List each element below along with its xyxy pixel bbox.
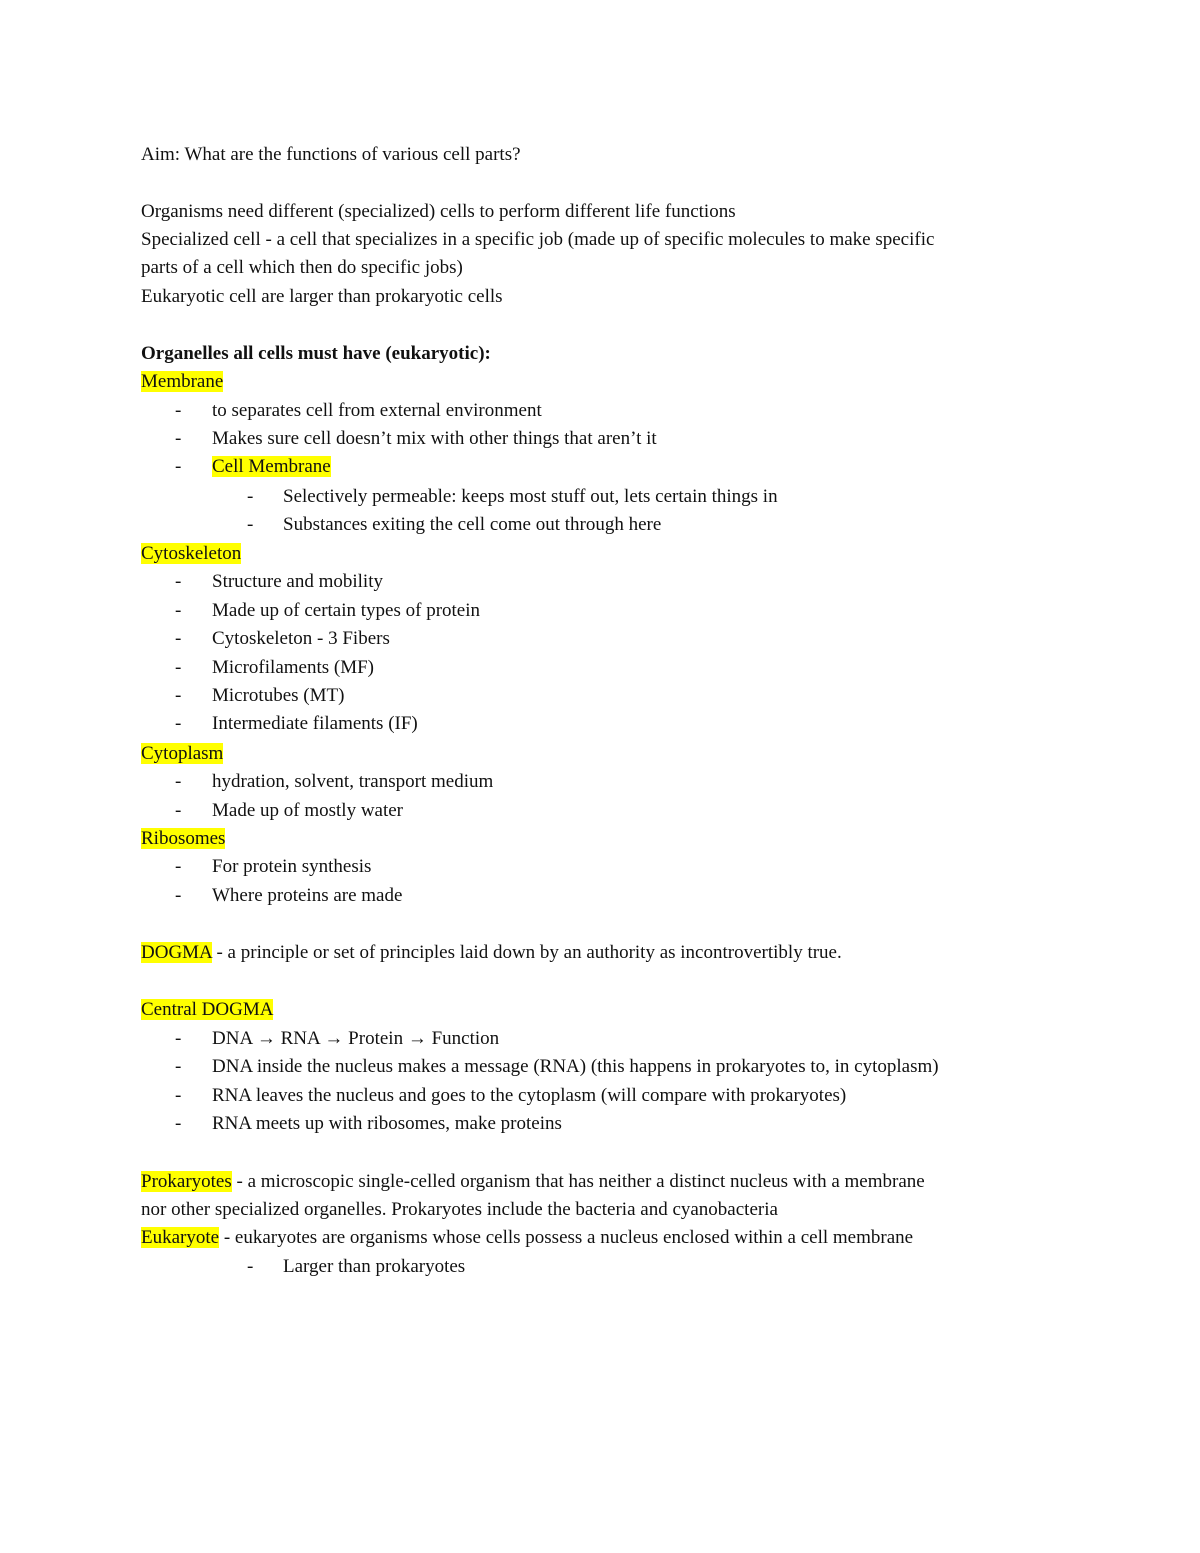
bullet-dash: - <box>175 571 182 592</box>
prokaryotes-definition-1: - a microscopic single-celled organism that has neither a distinct nucleus with a membrane <box>231 1171 925 1192</box>
bullet-dash: - <box>175 628 182 649</box>
membrane-item-1: to separates cell from external environment <box>212 400 542 421</box>
bullet-dash: - <box>175 1085 182 1106</box>
bullet-dash: - <box>175 685 182 706</box>
eukaryote-item-1: Larger than prokaryotes <box>283 1256 466 1277</box>
cytoplasm-item-1: hydration, solvent, transport medium <box>212 771 494 792</box>
bullet-dash: - <box>175 1113 182 1134</box>
central-dogma-title: Central DOGMA <box>141 999 274 1020</box>
cytoskeleton-item-5: Microtubes (MT) <box>212 685 345 706</box>
central-dogma-item-4: RNA meets up with ribosomes, make proteins <box>212 1113 562 1134</box>
bullet-dash: - <box>175 600 182 621</box>
membrane-title: Membrane <box>141 371 224 392</box>
intro-line-1: Organisms need different (specialized) cells to perform different life functions <box>141 201 736 222</box>
bullet-dash: - <box>175 456 182 477</box>
central-dogma-heading <box>141 996 273 1024</box>
bullet-dash: - <box>175 713 182 734</box>
bullet-dash: - <box>175 856 182 877</box>
cytoplasm-title: Cytoplasm <box>141 743 224 764</box>
cytoskeleton-heading <box>141 540 241 568</box>
intro-line-2: Specialized cell - a cell that specializes in a specific job (made up of specific molecules to make specific <box>141 229 935 250</box>
bullet-dash: - <box>175 657 182 678</box>
cytoskeleton-item-4: Microfilaments (MF) <box>212 657 375 678</box>
cytoskeleton-item-2: Made up of certain types of protein <box>212 600 481 621</box>
membrane-item-2: Makes sure cell doesn’t mix with other things that aren’t it <box>212 428 657 449</box>
cell-membrane-item-1: Selectively permeable: keeps most stuff out, lets certain things in <box>283 486 778 507</box>
central-dogma-item-1: DNA → RNA → Protein → Function <box>212 1028 500 1049</box>
aim-line: Aim: What are the functions of various cell parts? <box>141 144 521 165</box>
intro-line-4: Eukaryotic cell are larger than prokaryotic cells <box>141 286 503 307</box>
bullet-dash: - <box>247 486 254 507</box>
bullet-dash: - <box>247 1256 254 1277</box>
prokaryotes-definition-2: nor other specialized organelles. Prokaryotes include the bacteria and cyanobacteria <box>141 1199 778 1220</box>
bullet-dash: - <box>247 514 254 535</box>
bullet-dash: - <box>175 1028 182 1049</box>
central-dogma-item-3: RNA leaves the nucleus and goes to the cytoplasm (will compare with prokaryotes) <box>212 1085 847 1106</box>
dogma-line <box>141 939 842 967</box>
cell-membrane-heading <box>212 453 331 481</box>
bullet-dash: - <box>175 428 182 449</box>
bullet-dash: - <box>175 1056 182 1077</box>
cytoplasm-item-2: Made up of mostly water <box>212 800 404 821</box>
cytoskeleton-item-6: Intermediate filaments (IF) <box>212 713 418 734</box>
bullet-dash: - <box>175 400 182 421</box>
organelles-heading: Organelles all cells must have (eukaryotic): <box>141 343 491 364</box>
cytoskeleton-item-3: Cytoskeleton - 3 Fibers <box>212 628 390 649</box>
bullet-dash: - <box>175 885 182 906</box>
eukaryote-definition: - eukaryotes are organisms whose cells possess a nucleus enclosed within a cell membrane <box>219 1227 914 1248</box>
bullet-dash: - <box>175 771 182 792</box>
bullet-dash: - <box>175 800 182 821</box>
ribosomes-title: Ribosomes <box>141 828 226 849</box>
cytoskeleton-title: Cytoskeleton <box>141 543 242 564</box>
ribosomes-item-2: Where proteins are made <box>212 885 403 906</box>
ribosomes-heading <box>141 825 225 853</box>
membrane-heading <box>141 368 223 396</box>
dogma-definition: - a principle or set of principles laid down by an authority as incontrovertibly true. <box>211 942 842 963</box>
eukaryote-term: Eukaryote <box>141 1227 220 1248</box>
prokaryotes-line-1 <box>141 1168 925 1196</box>
prokaryotes-term: Prokaryotes <box>141 1171 232 1192</box>
cell-membrane-item-2: Substances exiting the cell come out through here <box>283 514 662 535</box>
cell-membrane-title: Cell Membrane <box>212 456 331 477</box>
central-dogma-item-2: DNA inside the nucleus makes a message (RNA) (this happens in prokaryotes to, in cytoplasm) <box>212 1056 939 1077</box>
intro-line-3: parts of a cell which then do specific jobs) <box>141 257 463 278</box>
cytoskeleton-item-1: Structure and mobility <box>212 571 383 592</box>
ribosomes-item-1: For protein synthesis <box>212 856 372 877</box>
cytoplasm-heading <box>141 740 223 768</box>
eukaryote-line <box>141 1224 913 1252</box>
dogma-term: DOGMA <box>141 942 212 963</box>
